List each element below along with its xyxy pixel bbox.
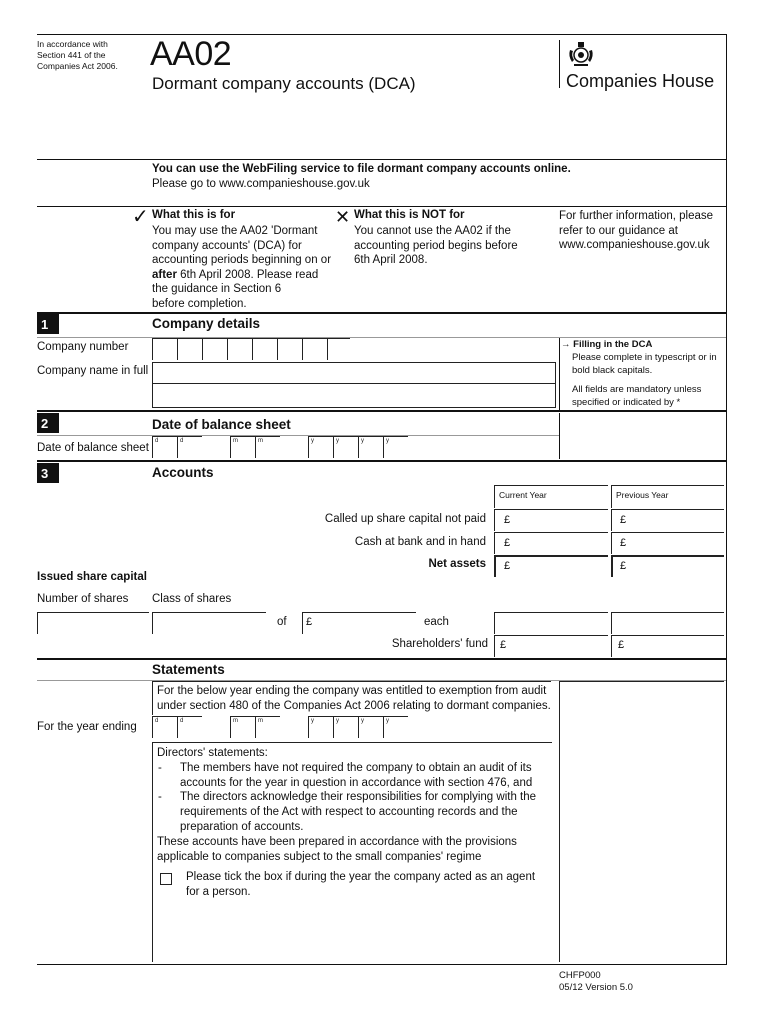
prepared-line1: These accounts have been prepared in accordance with the provisions	[157, 835, 517, 848]
footer-text	[559, 970, 633, 993]
for-line4	[152, 268, 337, 283]
balance-month-input[interactable]	[230, 436, 280, 458]
guide-text	[572, 352, 724, 409]
footer-version: 05/12 Version 5.0	[559, 981, 633, 993]
guide-spacer	[572, 377, 724, 384]
further-info	[559, 209, 724, 253]
not-line1: You cannot use the AA02 if the	[354, 225, 511, 237]
company-number-input[interactable]	[152, 338, 350, 360]
section2-rule	[37, 410, 726, 412]
guide-line2: bold black capitals.	[572, 364, 653, 376]
year-divider	[358, 437, 359, 458]
cash-previous-input[interactable]	[611, 532, 724, 554]
bullet-dash: -	[158, 761, 162, 774]
for-after: after	[152, 268, 177, 281]
year-divider	[333, 717, 334, 738]
footer-code: CHFP000	[559, 970, 601, 981]
further-line3: www.companieshouse.gov.uk	[559, 239, 710, 251]
hint-y: y	[386, 438, 389, 444]
cross-icon: ✕	[335, 207, 351, 227]
bullet2-line2: requirements of the Act with respect to accounting records and the	[180, 806, 518, 819]
guide-line4: specified or indicated by *	[572, 396, 681, 408]
currency-symbol: £	[306, 616, 313, 628]
hint-m: m	[233, 438, 238, 444]
year-ending-month-input[interactable]	[230, 716, 280, 738]
hint-y: y	[311, 718, 314, 724]
legal-note: In accordance with Section 441 of the Companies Act 2006.	[37, 39, 118, 71]
section1-sub-rule	[37, 337, 726, 338]
current-year-label: Current Year	[499, 490, 547, 500]
year-divider	[333, 437, 334, 458]
issued-share-capital-label: Issued share capital	[37, 571, 147, 583]
for-text	[152, 224, 337, 311]
balance-year-input[interactable]	[308, 436, 408, 458]
agent-checkbox[interactable]	[160, 873, 172, 885]
company-number-label: Company number	[37, 341, 129, 353]
section3-title: Accounts	[152, 465, 214, 480]
for-line5: the guidance in Section 6	[152, 283, 282, 295]
balance-day-input[interactable]	[152, 436, 202, 458]
for-line2: company accounts' (DCA) for	[152, 239, 302, 252]
currency-symbol: £	[504, 514, 511, 526]
number-of-shares-input[interactable]	[37, 612, 149, 634]
hint-y: y	[311, 438, 314, 444]
section2-number: 2	[37, 413, 59, 433]
section3-rule	[37, 460, 726, 462]
company-name-label: Company name in full	[37, 365, 149, 377]
guide-line1: Please complete in typescript or in	[572, 352, 717, 363]
company-name-input-line2[interactable]	[152, 384, 556, 408]
currency-symbol: £	[620, 514, 627, 526]
agent-text	[186, 870, 551, 900]
shareholders-current-input[interactable]	[494, 635, 608, 657]
guide-line3: All fields are mandatory unless	[572, 384, 702, 395]
agent-line1: Please tick the box if during the year the company acted as an agent	[186, 871, 536, 883]
day-divider	[177, 437, 178, 458]
cn-divider	[277, 339, 278, 360]
year-ending-day-input[interactable]	[152, 716, 202, 738]
section3-number: 3	[37, 463, 59, 483]
class-of-shares-input[interactable]	[152, 612, 266, 634]
cn-divider	[202, 339, 203, 360]
guide-title-row	[561, 339, 652, 350]
hint-y: y	[361, 438, 364, 444]
exemption-text	[157, 684, 552, 713]
logo-divider	[559, 40, 560, 88]
bullet-dash: -	[158, 791, 162, 804]
hint-m: m	[258, 718, 263, 724]
cn-divider	[252, 339, 253, 360]
currency-symbol: £	[504, 560, 511, 572]
form-title: Dormant company accounts (DCA)	[152, 74, 416, 93]
for-line1: You may use the AA02 'Dormant	[152, 225, 318, 237]
year-ending-label: For the year ending	[37, 721, 137, 733]
statements-rule	[37, 658, 726, 660]
called-up-current-input[interactable]	[494, 509, 608, 531]
for-line3: accounting periods beginning on or	[152, 254, 332, 266]
hint-y: y	[361, 718, 364, 724]
agent-line2: for a person.	[186, 885, 251, 898]
year-divider	[358, 717, 359, 738]
webfiling-line2: Please go to www.companieshouse.gov.uk	[152, 178, 370, 190]
exemption-line1: For the below year ending the company was entitled to exemption from audit	[157, 685, 547, 697]
year-divider	[383, 437, 384, 458]
section1-title: Company details	[152, 316, 261, 331]
currency-symbol: £	[618, 639, 625, 651]
hint-d: d	[180, 718, 184, 724]
hint-y: y	[336, 438, 339, 444]
for-line4-rest: 6th April 2008. Please read	[180, 268, 319, 281]
section1-rule	[37, 312, 726, 314]
current-year-header	[494, 485, 608, 508]
bullet1	[157, 761, 551, 791]
shareholders-fund-label: Shareholders' fund	[391, 638, 488, 650]
called-up-label: Called up share capital not paid	[324, 513, 486, 525]
guide-title: Filling in the DCA	[573, 339, 653, 350]
company-name-input-line1[interactable]	[152, 362, 556, 384]
balance-date-label: Date of balance sheet	[37, 442, 149, 454]
net-assets-current-input[interactable]	[494, 555, 608, 577]
statements-right-box	[559, 681, 724, 962]
bottom-rule	[37, 964, 727, 965]
not-line2: accounting period begins before	[354, 239, 518, 252]
hint-y: y	[336, 718, 339, 724]
previous-year-header	[611, 485, 724, 508]
share-previous-input[interactable]	[611, 612, 724, 634]
net-assets-previous-input[interactable]	[611, 555, 724, 577]
of-label: of	[277, 616, 287, 628]
not-text	[354, 224, 544, 268]
guide-divider	[559, 338, 560, 410]
org-name: Companies House	[566, 71, 715, 91]
further-line1: For further information, please	[559, 210, 714, 222]
hint-y: y	[386, 718, 389, 724]
hint-m: m	[258, 438, 263, 444]
currency-symbol: £	[500, 639, 507, 651]
day-divider	[177, 717, 178, 738]
called-up-previous-input[interactable]	[611, 509, 724, 531]
shareholders-previous-input[interactable]	[611, 635, 724, 657]
each-label: each	[424, 616, 449, 628]
month-divider	[255, 717, 256, 738]
section2-sub-rule	[37, 435, 559, 436]
cn-divider	[302, 339, 303, 360]
section2-right-divider	[559, 413, 560, 459]
cn-divider	[177, 339, 178, 360]
checkmark-icon: ✓	[132, 206, 149, 228]
hint-d: d	[180, 438, 184, 444]
arrow-right-icon: →	[561, 339, 571, 350]
statements-title: Statements	[152, 662, 225, 677]
cash-label: Cash at bank and in hand	[354, 536, 486, 548]
cash-current-input[interactable]	[494, 532, 608, 554]
for-line6: before completion.	[152, 297, 247, 310]
further-line2: refer to our guidance at	[559, 224, 678, 237]
webfiling-line1: You can use the WebFiling service to file dormant company accounts online.	[152, 163, 571, 175]
year-ending-year-input[interactable]	[308, 716, 408, 738]
hint-d: d	[155, 718, 159, 724]
top-rule	[37, 34, 727, 35]
royal-crest-icon	[566, 40, 596, 68]
bullet2-line3: preparation of accounts.	[180, 820, 304, 833]
number-of-shares-label: Number of shares	[37, 593, 129, 605]
bullet1-line2: accounts for the year in question in accordance with section 476, and	[180, 776, 533, 789]
bullet2-line1: The directors acknowledge their responsibilities for complying with the	[180, 791, 537, 804]
for-title: What this is for	[152, 209, 236, 221]
year-divider	[383, 717, 384, 738]
prepared-line2: applicable to companies subject to the small companies' regime	[157, 850, 482, 863]
hint-d: d	[155, 438, 159, 444]
share-current-input[interactable]	[494, 612, 608, 634]
exemption-line2: under section 480 of the Companies Act 2006 relating to dormant companies.	[157, 699, 551, 712]
month-divider	[255, 437, 256, 458]
bullet1-line1: The members have not required the company to obtain an audit of its	[180, 761, 532, 774]
previous-year-label: Previous Year	[616, 490, 669, 500]
directors-title: Directors' statements:	[157, 747, 268, 759]
currency-symbol: £	[620, 537, 627, 549]
currency-symbol: £	[620, 560, 627, 572]
form-code: AA02	[150, 35, 232, 73]
section2-title: Date of balance sheet	[152, 417, 291, 432]
share-value-input[interactable]	[302, 612, 416, 634]
not-title: What this is NOT for	[354, 209, 465, 221]
cn-divider	[327, 339, 328, 360]
webfiling-top-rule	[37, 159, 726, 160]
exemption-box	[152, 681, 551, 715]
currency-symbol: £	[504, 537, 511, 549]
class-of-shares-label: Class of shares	[152, 593, 232, 605]
directors-statements-box	[152, 742, 552, 962]
cn-divider	[227, 339, 228, 360]
bullet2	[157, 790, 551, 834]
right-border	[726, 34, 727, 964]
section1-number: 1	[37, 314, 59, 334]
directors-statements-text	[157, 746, 551, 864]
not-line3: 6th April 2008.	[354, 254, 428, 266]
net-assets-label: Net assets	[428, 558, 486, 570]
hint-m: m	[233, 718, 238, 724]
